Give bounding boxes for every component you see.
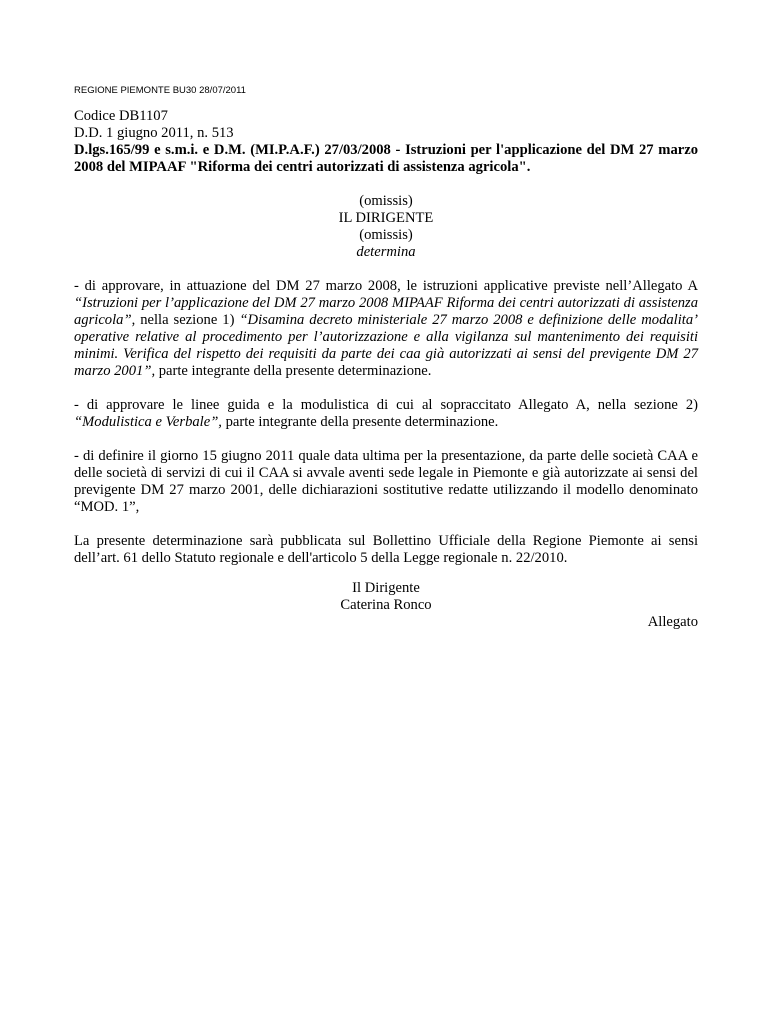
p1-section-italic: “Disamina decreto ministeriale 27 marzo 2008 e definizione delle modalita’ operative relative al procedimento per l’autorizzazione e alla vigilanza sul mantenimento dei requisiti minimi. Verifica del rispetto dei requisiti da parte dei caa già autorizzati ai sensi del previgente DM 27 marzo 2001”,	[74, 312, 698, 379]
p1-middle: , nella sezione 1)	[131, 312, 240, 328]
decree-code: Codice DB1107	[74, 108, 168, 124]
p2-tail: parte integrante della presente determinazione.	[221, 414, 499, 430]
paragraph-publication: La presente determinazione sarà pubblicata sul Bollettino Ufficiale della Regione Piemonte ai sensi dell’art. 61 dello Statuto regionale e dell'articolo 5 della Legge regionale n. 22/2010.	[74, 533, 698, 566]
attachment-label: Allegato	[647, 614, 698, 630]
p2-lead: - di approvare le linee guida e la modulistica di cui al sopraccitato Allegato A, nella sezione 2)	[74, 397, 698, 413]
preamble	[74, 193, 698, 261]
decree-heading	[74, 108, 698, 176]
paragraph-approve-instructions	[74, 278, 698, 380]
omissis-first: (omissis)	[359, 193, 413, 209]
running-header: REGIONE PIEMONTE BU30 28/07/2011	[74, 85, 246, 96]
signature-block	[74, 580, 698, 614]
paragraph-approve-guidelines	[74, 397, 698, 431]
p1-tail: parte integrante della presente determinazione.	[155, 363, 432, 379]
signer-name: Caterina Ronco	[340, 597, 432, 613]
paragraph-deadline: - di definire il giorno 15 giugno 2011 quale data ultima per la presentazione, da parte delle società CAA e delle società di servizi di cui il CAA si avvale aventi sede legale in Piemonte e già autorizzate ai sensi del previgente DM 27 marzo 2001, delle dichiarazioni sostitutive redatte utilizzando il modello denominato “MOD. 1”,	[74, 448, 698, 515]
p1-lead: - di approvare, in attuazione del DM 27 marzo 2008, le istruzioni applicative previste nell’Allegato A	[74, 278, 698, 294]
p2-section-italic: “Modulistica e Verbale”,	[74, 414, 222, 430]
decree-number: D.D. 1 giugno 2011, n. 513	[74, 125, 234, 141]
authority-heading: IL DIRIGENTE	[338, 210, 434, 226]
omissis-second: (omissis)	[359, 227, 413, 243]
determina-label: determina	[356, 244, 416, 260]
decree-title: D.lgs.165/99 e s.m.i. e D.M. (MI.P.A.F.) 27/03/2008 - Istruzioni per l'applicazione del DM 27 marzo 2008 del MIPAAF "Riforma dei centri autorizzati di assistenza agricola".	[74, 142, 698, 175]
p1-title-italic: “Istruzioni per l’applicazione del DM 27 marzo 2008 MIPAAF Riforma dei centri autorizzati di assistenza agricola”	[74, 295, 698, 328]
signer-role: Il Dirigente	[352, 580, 420, 596]
